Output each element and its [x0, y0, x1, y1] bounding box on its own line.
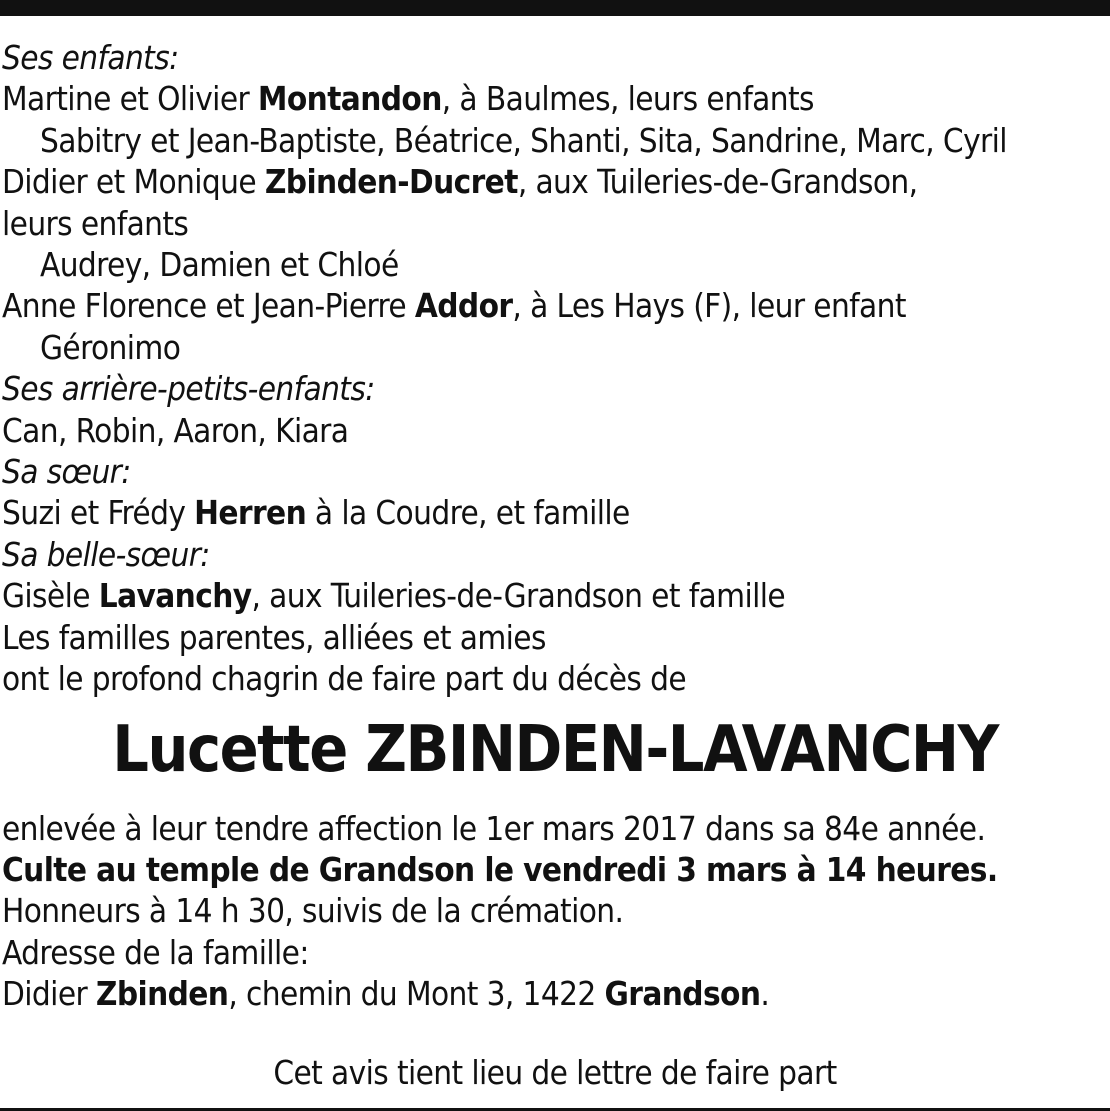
- sister-suffix: à la Coudre, et famille: [306, 493, 630, 533]
- service-details: Culte au temple de Grandson le vendredi 3 mars à 14 heures.: [2, 849, 998, 889]
- address-street: , chemin du Mont 3, 1422: [228, 974, 605, 1014]
- grandchildren-addor: Géronimo: [40, 327, 181, 367]
- surname-zbinden-ducret: Zbinden-Ducret: [264, 162, 518, 202]
- top-border-rule: [0, 0, 1110, 16]
- address-heading: Adresse de la famille:: [2, 932, 309, 972]
- family-suffix: , à Baulmes, leurs enfants: [441, 79, 814, 119]
- honours-details: Honneurs à 14 h 30, suivis de la crémation.: [2, 891, 624, 931]
- surname-herren: Herren: [194, 493, 307, 533]
- address-surname: Zbinden: [95, 974, 229, 1014]
- grandchildren-zbinden-ducret: Audrey, Damien et Chloé: [40, 245, 399, 285]
- family-suffix: , aux Tuileries-de-Grandson,: [517, 162, 918, 202]
- closing-note: Cet avis tient lieu de lettre de faire part: [273, 1052, 837, 1092]
- address-city: Grandson: [604, 974, 761, 1014]
- family-address: [2, 973, 1108, 1014]
- surname-addor: Addor: [414, 286, 513, 326]
- deceased-name: Lucette ZBINDEN-LAVANCHY: [112, 712, 998, 787]
- sister-prefix: Suzi et Frédy: [2, 493, 195, 533]
- great-grandchildren-heading: Ses arrière-petits-enfants:: [2, 369, 375, 409]
- sister-in-law-suffix: , aux Tuileries-de-Grandson et famille: [251, 576, 786, 616]
- surname-lavanchy: Lavanchy: [98, 576, 252, 616]
- sister-heading: Sa sœur:: [2, 452, 131, 492]
- family-prefix: Martine et Olivier: [2, 79, 258, 119]
- sister-line: [2, 492, 1108, 533]
- family-line-zbinden-ducret: [2, 161, 1108, 202]
- death-details: enlevée à leur tendre affection le 1er mars 2017 dans sa 84e année.: [2, 808, 986, 848]
- family-line-continuation: leurs enfants: [2, 203, 189, 243]
- announcement-line-2: ont le profond chagrin de faire part du décès de: [2, 659, 687, 699]
- grandchildren-montandon: Sabitry et Jean-Baptiste, Béatrice, Shanti, Sita, Sandrine, Marc, Cyril: [40, 120, 1007, 160]
- children-heading: Ses enfants:: [2, 38, 179, 77]
- family-suffix: , à Les Hays (F), leur enfant: [512, 286, 906, 326]
- address-prefix: Didier: [2, 974, 96, 1014]
- sister-in-law-prefix: Gisèle: [2, 576, 99, 616]
- family-prefix: Anne Florence et Jean-Pierre: [2, 286, 415, 326]
- family-prefix: Didier et Monique: [2, 162, 265, 202]
- address-suffix: .: [760, 974, 770, 1014]
- announcement-line-1: Les familles parentes, alliées et amies: [2, 617, 546, 657]
- surname-montandon: Montandon: [257, 79, 442, 119]
- sister-in-law-line: [2, 575, 1108, 616]
- great-grandchildren-names: Can, Robin, Aaron, Kiara: [2, 410, 349, 450]
- family-line-montandon: [2, 78, 1108, 119]
- family-line-addor: [2, 285, 1108, 326]
- sister-in-law-heading: Sa belle-sœur:: [2, 534, 210, 574]
- obituary-notice: [2, 37, 1108, 1093]
